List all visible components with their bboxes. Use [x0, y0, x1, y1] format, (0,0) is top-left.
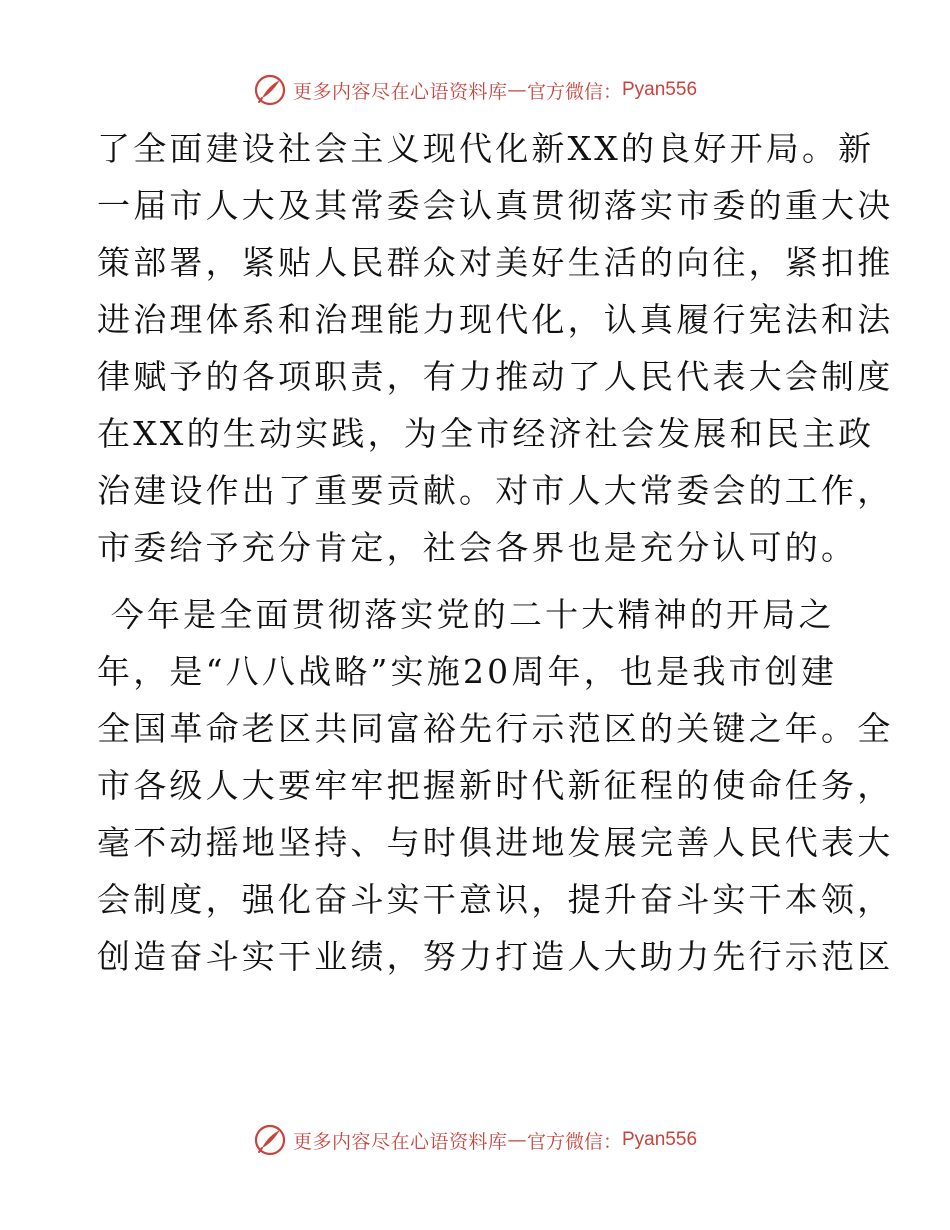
quill-pen-logo-icon: [253, 73, 287, 107]
text-line: 市各级人大要牢牢把握新时代新征程的使命任务，: [97, 766, 894, 805]
text-line: 市委给予充分肯定，社会各界也是充分认可的。: [97, 528, 858, 567]
watermark-contact-id: Pyan556: [622, 79, 698, 100]
footer-watermark: [0, 1120, 950, 1160]
text-line: 毫不动摇地坚持、与时俱进地发展完善人民代表大: [97, 823, 894, 862]
watermark-brand: 更多内容尽在心语资料库: [292, 1130, 508, 1153]
text-line: 一届市人大及其常委会认真贯彻落实市委的重大决: [97, 186, 894, 225]
text-line: 全国革命老区共同富裕先行示范区的关键之年。全: [97, 709, 894, 748]
header-watermark: [0, 70, 950, 110]
document-body: [97, 120, 894, 985]
text-line: 创造奋斗实干业绩，努力打造人大助力先行示范区: [97, 937, 894, 976]
watermark-contact-label: 官方微信：: [526, 80, 622, 103]
watermark-separator: —: [507, 1129, 527, 1151]
paragraph: [97, 586, 894, 985]
text-line: 治建设作出了重要贡献。对市人大常委会的工作，: [97, 471, 894, 510]
text-line: 了全面建设社会主义现代化新XX的良好开局。新: [97, 129, 875, 168]
text-line: 年，是“八八战略”实施20周年，也是我市创建: [97, 652, 838, 691]
watermark-brand: 更多内容尽在心语资料库: [292, 80, 508, 103]
text-line: 在XX的生动实践，为全市经济社会发展和民主政: [97, 414, 875, 453]
text-line: 律赋予的各项职责，有力推动了人民代表大会制度: [97, 357, 894, 396]
watermark-contact-id: Pyan556: [622, 1129, 698, 1150]
quill-pen-logo-icon: [253, 1123, 287, 1157]
text-line: 策部署，紧贴人民群众对美好生活的向往，紧扣推: [97, 243, 894, 282]
paragraph: [97, 120, 894, 576]
text-line: 进治理体系和治理能力现代化，认真履行宪法和法: [97, 300, 894, 339]
watermark-contact-label: 官方微信：: [526, 1130, 622, 1153]
text-line: 会制度，强化奋斗实干意识，提升奋斗实干本领，: [97, 880, 894, 919]
text-line: 今年是全面贯彻落实党的二十大精神的开局之: [97, 595, 835, 634]
watermark-separator: —: [507, 79, 527, 101]
paragraph-spacer: [97, 576, 857, 586]
